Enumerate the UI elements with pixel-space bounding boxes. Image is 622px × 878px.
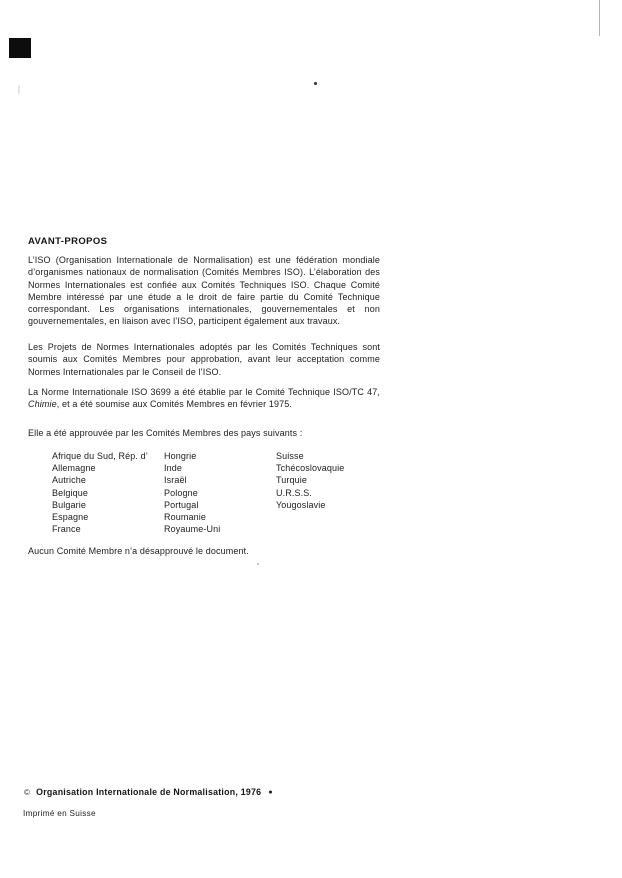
copyright-text: Organisation Internationale de Normalisation, 1976 (36, 787, 262, 797)
country-item: Belgique (52, 487, 88, 498)
country-item: Royaume-Uni (164, 524, 221, 535)
scan-smudge-left (18, 85, 20, 94)
country-item: Hongrie (164, 451, 197, 461)
country-item: Pologne (164, 487, 198, 498)
country-item: Portugal (164, 499, 199, 510)
country-item: Yougoslavie (276, 499, 326, 510)
country-item: Roumanie (164, 512, 206, 523)
country-item: Espagne (52, 512, 89, 523)
member-countries-list (52, 450, 388, 535)
country-item: Autriche (52, 475, 86, 486)
country-item: U.R.S.S. (276, 487, 312, 498)
scan-corner-mark (9, 38, 31, 58)
printed-in-line: Imprimé en Suisse (23, 809, 96, 818)
paragraph-standard-origin (28, 386, 380, 411)
paragraph-standard-origin-text: La Norme Internationale ISO 3699 a été établie par le Comité Technique ISO/TC 47, (28, 387, 380, 397)
copyright-line (24, 787, 273, 797)
country-item: Allemagne (52, 463, 96, 474)
country-column-2 (164, 450, 276, 535)
bullet-icon: ● (268, 789, 273, 796)
country-item: Tchécoslovaquie (276, 463, 345, 474)
copyright-icon: © (24, 788, 31, 797)
country-item: Israël (164, 475, 187, 486)
country-column-3 (276, 450, 388, 535)
paragraph-iso-intro: L’ISO (Organisation Internationale de Normalisation) est une fédération mondiale d’organismes nationaux de normalisation (Comités Membres ISO). L’élaboration des Normes Internationales est confiée aux Comités Techniques ISO. Chaque Comité Membre intéressé par une étude a le droit de faire partie du Comité Technique correspondant. Les organisations internationales, gouvernementales et non gouvernementales, en liaison avec l’ISO, participent également aux travaux. (28, 255, 380, 327)
committee-name-italic: Chimie (28, 399, 57, 410)
country-column-1 (52, 450, 164, 535)
scan-speck-middle (257, 563, 259, 565)
scan-edge-line (599, 0, 600, 36)
paragraph-draft-standards: Les Projets de Normes Internationales adoptés par les Comités Techniques sont soumis aux Comités Membres pour approbation, avant leur acceptation comme Normes Internationales par le Conseil de l’ISO. (28, 342, 380, 377)
disapproval-line: Aucun Comité Membre n’a désapprouvé le document. (28, 546, 249, 556)
country-item: Bulgarie (52, 499, 86, 510)
page-title: AVANT-PROPOS (28, 236, 108, 247)
country-item: Afrique du Sud, Rép. d’ (52, 451, 148, 461)
country-item: France (52, 524, 81, 535)
paragraph-standard-origin-tail: , et a été soumise aux Comités Membres en février 1975. (56, 399, 292, 410)
approval-intro-line: Elle a été approuvée par les Comités Membres des pays suivants : (28, 428, 303, 438)
country-item: Suisse (276, 451, 304, 461)
country-item: Turquie (276, 475, 308, 486)
country-item: Inde (164, 463, 182, 474)
scan-speck-top (314, 82, 317, 85)
